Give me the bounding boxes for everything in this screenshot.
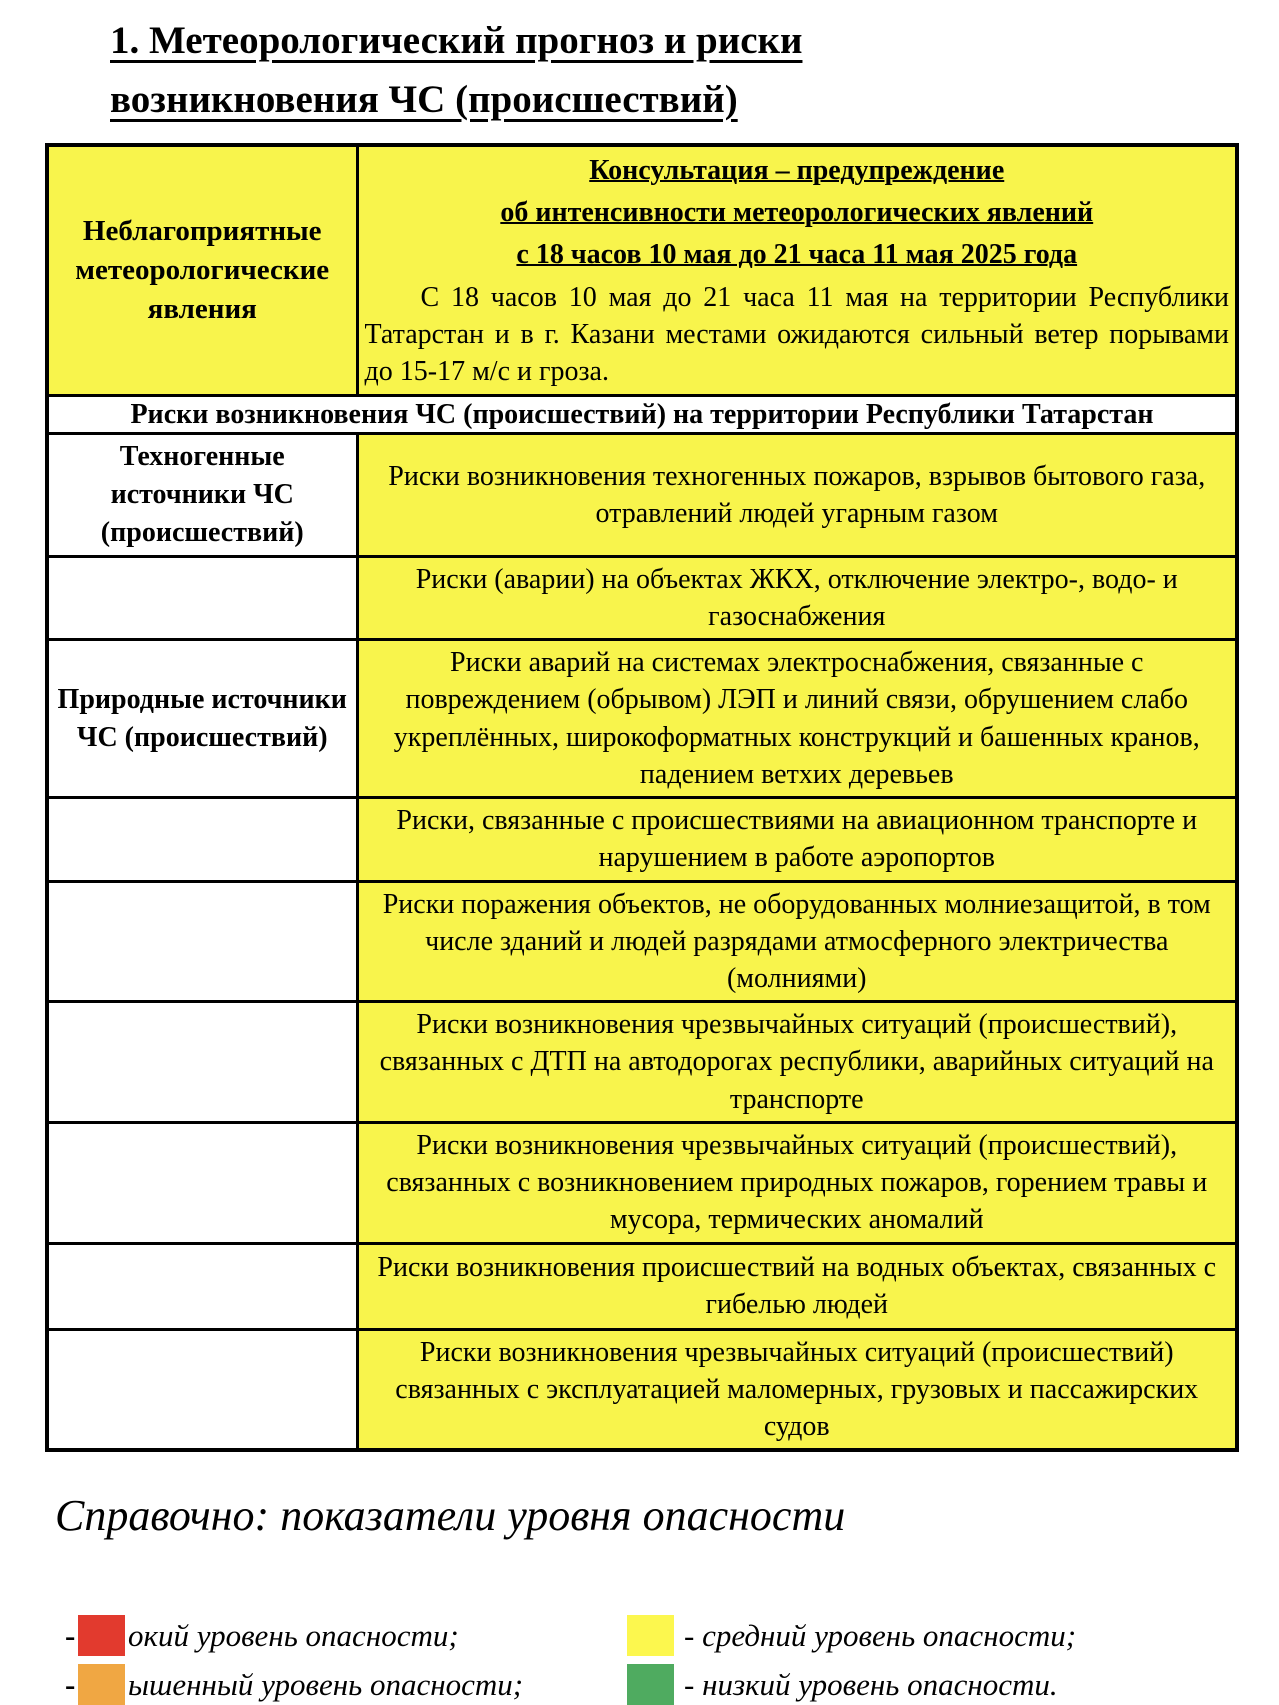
row-risk-text: Риски возникновения чрезвычайных ситуаций (происшествий), связанных с возникновением природных пожаров, горением травы и мусора, термических аномалий: [357, 1122, 1237, 1243]
reference-heading: Справочно: показатели уровня опасности: [55, 1491, 846, 1541]
table-header-row: [47, 145, 1237, 395]
row-source-label: Техногенные источники ЧС (происшествий): [47, 434, 357, 556]
table-row: [47, 1243, 1237, 1329]
row-risk-text: Риски возникновения техногенных пожаров, взрывов бытового газа, отравлений людей угарным газом: [357, 434, 1237, 556]
row-risk-text: Риски, связанные с происшествиями на авиационном транспорте и нарушением в работе аэропортов: [357, 798, 1237, 881]
table-row: [47, 434, 1237, 556]
legend-label: - средний уровень опасности;: [684, 1617, 1077, 1653]
row-risk-text: Риски поражения объектов, не оборудованных молниезащитой, в том числе зданий и людей разрядами атмосферного электричества (молниями): [357, 881, 1237, 1002]
low-danger-swatch: [627, 1664, 674, 1705]
table-row: [47, 1002, 1237, 1123]
page-title-line-2: возникновения ЧС (происшествий): [110, 77, 738, 121]
table-row: [47, 881, 1237, 1002]
page-title-line-1: 1. Метеорологический прогноз и риски: [110, 19, 803, 62]
row-risk-text: Риски аварий на системах электроснабжения, связанные с повреждением (обрывом) ЛЭП и линий связи, обрушением слабо укреплённых, широкоформатных конструкций и башенных кранов, падением ветхих деревьев: [357, 640, 1237, 798]
page-title: [110, 12, 1190, 129]
header-right-cell: [357, 145, 1237, 395]
table-row: [47, 1329, 1237, 1450]
danger-level-legend: [65, 1615, 1279, 1705]
row-risk-text: Риски возникновения чрезвычайных ситуаций (происшествий) связанных с эксплуатацией маломерных, грузовых и пассажирских судов: [357, 1329, 1237, 1450]
row-risk-text: Риски (аварии) на объектах ЖКХ, отключение электро-, водо- и газоснабжения: [357, 556, 1237, 639]
table-row: [47, 798, 1237, 881]
row-source-label: [47, 1243, 357, 1329]
table-row: [47, 1122, 1237, 1243]
legend-dash: -: [65, 1617, 76, 1653]
row-source-label: [47, 556, 357, 639]
row-source-label: [47, 1002, 357, 1123]
consultation-title-line-1: Консультация – предупреждение: [589, 155, 1005, 186]
medium-danger-swatch: [627, 1615, 674, 1656]
legend-label: окий уровень опасности;: [128, 1617, 459, 1653]
consultation-body-text: С 18 часов 10 мая до 21 часа 11 мая на территории Республики Татарстан и в г. Казани местами ожидаются сильный ветер порывами до 15-17 м/с и гроза.: [364, 282, 1229, 387]
row-risk-text: Риски возникновения происшествий на водных объектах, связанных с гибелью людей: [357, 1243, 1237, 1329]
risks-band-row: [47, 395, 1237, 433]
legend-label: ышенный уровень опасности;: [128, 1666, 524, 1702]
high-danger-swatch: [78, 1615, 125, 1656]
document-page: [0, 12, 1279, 1702]
header-left-cell: Неблагоприятные метеорологические явления: [47, 145, 357, 395]
legend-label: - низкий уровень опасности.: [684, 1666, 1058, 1702]
row-source-label: [47, 1122, 357, 1243]
consultation-title-line-3: с 18 часов 10 мая до 21 часа 11 мая 2025 года: [516, 239, 1078, 270]
forecast-table: [45, 143, 1239, 1452]
row-source-label: [47, 881, 357, 1002]
legend-item-low: [627, 1664, 1279, 1705]
elevated-danger-swatch: [78, 1664, 125, 1705]
legend-item-medium: [627, 1615, 1279, 1656]
legend-item-elevated: [65, 1664, 627, 1705]
table-row: [47, 556, 1237, 639]
row-source-label: Природные источники ЧС (происшествий): [47, 640, 357, 798]
legend-item-high: [65, 1615, 627, 1656]
row-risk-text: Риски возникновения чрезвычайных ситуаций (происшествий), связанных с ДТП на автодорогах республики, аварийных ситуаций на транспорте: [357, 1002, 1237, 1123]
table-row: [47, 640, 1237, 798]
risks-band-text: Риски возникновения ЧС (происшествий) на территории Республики Татарстан: [47, 395, 1237, 433]
legend-dash: -: [65, 1666, 76, 1702]
row-source-label: [47, 798, 357, 881]
row-source-label: [47, 1329, 357, 1450]
consultation-title-line-2: об интенсивности метеорологических явлений: [500, 197, 1094, 228]
